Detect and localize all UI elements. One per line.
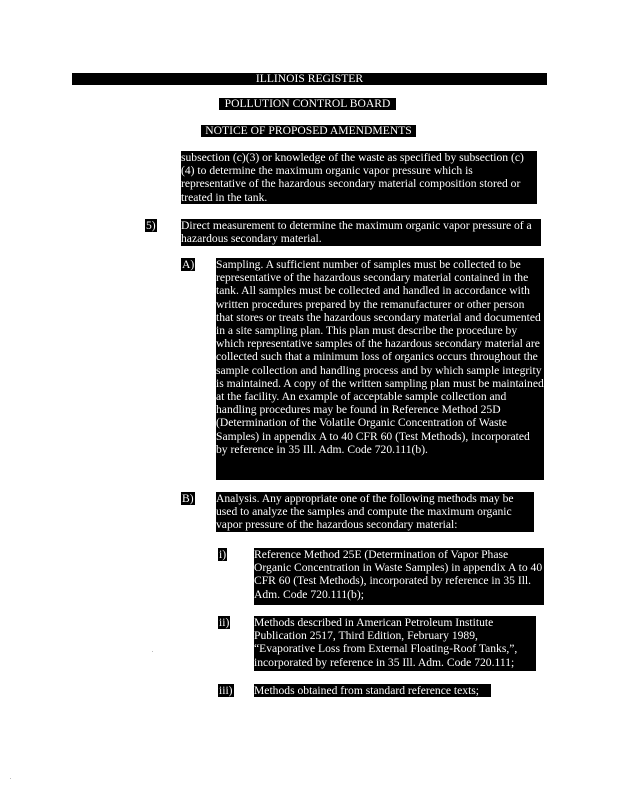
notice-title: NOTICE OF PROPOSED AMENDMENTS (201, 125, 416, 137)
item-i-text: Reference Method 25E (Determination of Vapor Phase Organic Concentration in Waste Samples) in appendix A to 40 CFR 60 (Test Methods), incorporated by reference in 35 Ill. Adm. Code 720.111(b); (254, 548, 544, 605)
item-b-number: B) (182, 492, 194, 505)
board-name: POLLUTION CONTROL BOARD (219, 98, 396, 110)
item-a-text: Sampling. A sufficient number of samples must be collected to be representative of the hazardous secondary material contained in the tank. All samples must be collected and handled in accordance with written procedures prepared by the remanufacturer or other person that stores or treats the hazardous secondary material and documented in a site sampling plan. This plan must describe the procedure by which representative samples of the hazardous secondary material are collected such that a minimum loss of organics occurs throughout the sample collection and handling process and by which sample integrity is maintained. A copy of the written sampling plan must be maintained at the facility. An example of acceptable sample collection and handling procedures may be found in Reference Method 25D (Determination of the Volatile Organic Concentration of Waste Samples) in appendix A to 40 CFR 60 (Test Methods), incorporated by reference in 35 Ill. Adm. Code 720.111(b). (216, 258, 544, 480)
scan-speck (152, 651, 153, 652)
item-b-text: Analysis. Any appropriate one of the following methods may be used to analyze the samples and compute the maximum organic vapor pressure of the hazardous secondary material: (216, 492, 534, 532)
item-iii-number: iii) (219, 684, 233, 697)
register-title: ILLINOIS REGISTER (72, 73, 547, 85)
item-a-number: A) (182, 258, 195, 271)
scan-speck (10, 778, 11, 779)
item-i-number: i) (219, 548, 227, 561)
item-5-text: Direct measurement to determine the maximum organic vapor pressure of a hazardous secondary material. (181, 219, 541, 246)
item-5-number: 5) (146, 219, 156, 232)
continuation-paragraph: subsection (c)(3) or knowledge of the waste as specified by subsection (c)(4) to determine the maximum organic vapor pressure which is representative of the hazardous secondary material composition stored or treated in the tank. (181, 151, 537, 204)
item-ii-text: Methods described in American Petroleum Institute Publication 2517, Third Edition, February 1989, “Evaporative Loss from External Floating-Roof Tanks,”, incorporated by reference in 35 Ill. Adm. Code 720.111; (254, 616, 536, 671)
item-iii-text: Methods obtained from standard reference texts; (254, 684, 491, 697)
item-ii-number: ii) (219, 616, 230, 629)
